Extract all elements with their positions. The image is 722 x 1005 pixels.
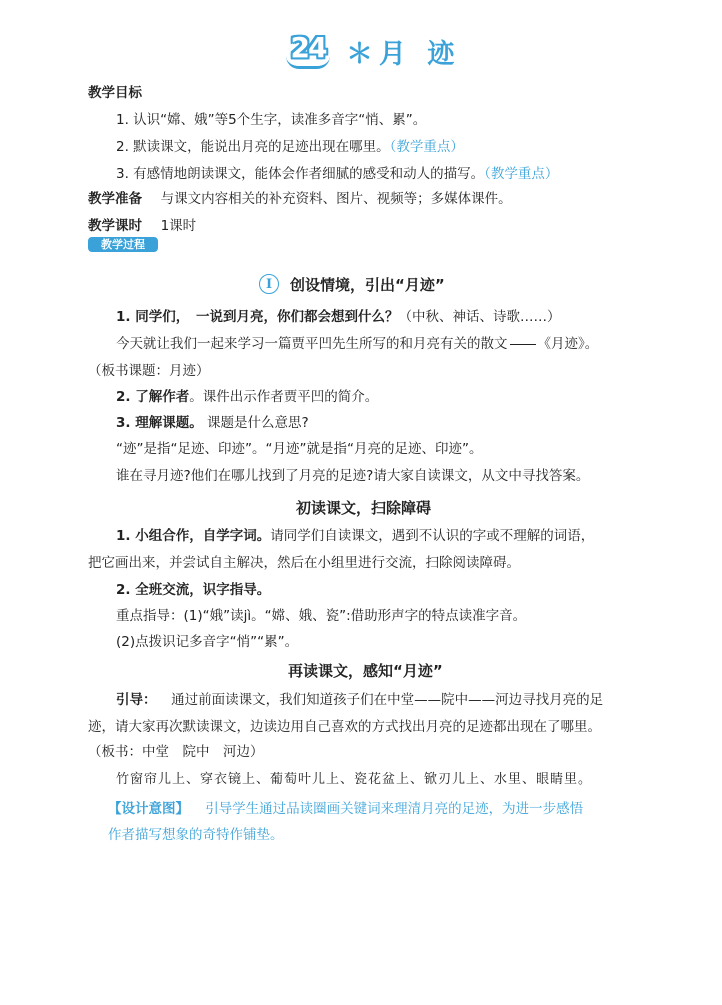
section-2-p1-cont: 把它画出来，并尝试自主解决，然后在小组里进行交流，扫除阅读障碍。 <box>88 555 520 571</box>
section-3-p1-rest: 通过前面读课文，我们知道孩子们在中堂——院中——河边寻找月亮的足 <box>171 692 604 708</box>
blank-underline <box>510 344 536 345</box>
section-1-p3: （板书课题：月迹） <box>88 363 210 379</box>
section-1-p6: “迹”是指“足迹、印迹”。“月迹”就是指“月亮的足迹、印迹”。 <box>116 441 483 457</box>
section-1-p1-bold: 1. 同学们， 一说到月亮，你们都会想到什么？ <box>116 309 399 325</box>
objective-2-text: 2. 默读课文，能说出月亮的足迹出现在哪里。 <box>116 139 390 155</box>
hours-label: 教学课时 <box>88 218 142 234</box>
objective-2-tag: （教学重点） <box>389 139 464 155</box>
section-1-p5-bold: 3. 理解课题。 <box>116 415 203 431</box>
section-1-p4-rest: 。课件出示作者贾平凹的简介。 <box>189 389 379 405</box>
section-3-p1-cont: 迹，请大家再次默读课文，边读边用自己喜欢的方式找出月亮的足迹都出现在了哪里。 <box>88 719 601 735</box>
design-intent-line-1 <box>108 797 583 817</box>
objective-3 <box>116 162 558 182</box>
page-title: ＊月 迹 <box>346 39 461 70</box>
objective-2 <box>116 135 464 155</box>
objective-3-text: 3. 有感情地朗读课文，能体会作者细腻的感受和动人的描写。 <box>116 166 485 182</box>
teaching-process-tag: 教学过程 <box>88 237 158 252</box>
design-intent-label: 【设计意图】 <box>108 801 189 817</box>
section-1-p1 <box>116 305 560 325</box>
section-1-p1-rest: （中秋、神话、诗歌……） <box>398 309 561 325</box>
section-3-title: 再读课文，感知“月迹” <box>288 662 443 680</box>
design-intent-line-2: 作者描写想象的奇特作铺垫。 <box>108 827 284 843</box>
section-1-p5-rest: 课题是什么意思? <box>207 415 309 431</box>
objectives-label: 教学目标 <box>88 85 142 101</box>
objective-1-text: 1. 认识“嫦、娥”等5个生字，读准多音字“悄、累”。 <box>116 112 427 128</box>
section-1-p7: 谁在寻月迹?他们在哪儿找到了月亮的足迹?请大家自读课文，从文中寻找答案。 <box>116 468 590 484</box>
lesson-number: 24 <box>290 31 326 64</box>
section-1-p2 <box>116 332 598 352</box>
section-2-p3: 重点指导：(1)“娥”读jì。“嫦、娥、瓷”:借助形声字的特点读准字音。 <box>116 608 527 624</box>
design-intent-text-1: 引导学生通过品读圈画关键词来理清月亮的足迹，为进一步感悟 <box>205 801 584 817</box>
section-1-p2-b: 《月迹》。 <box>537 336 599 352</box>
preparation-label: 教学准备 <box>88 191 142 207</box>
hours-text: 1课时 <box>160 218 197 234</box>
hours-row <box>88 214 196 234</box>
preparation-row <box>88 187 512 207</box>
section-2-p1-bold: 1. 小组合作，自学字词。 <box>116 528 271 544</box>
section-1-p4 <box>116 385 378 405</box>
objective-3-tag: （教学重点） <box>484 166 559 182</box>
section-3-p1-bold: 引导： <box>116 692 157 708</box>
section-3-p1 <box>116 688 603 708</box>
preparation-text: 与课文内容相关的补充资料、图片、视频等；多媒体课件。 <box>160 191 512 207</box>
badge-swoosh <box>286 56 330 69</box>
lesson-number-badge <box>288 30 328 66</box>
section-1-numeral: I <box>259 274 279 294</box>
section-2-p4: (2)点拨识记多音字“悄”“累”。 <box>116 634 299 650</box>
section-2-p1 <box>116 524 594 544</box>
section-2-p1-rest: 请同学们自读课文，遇到不认识的字或不理解的词语， <box>270 528 595 544</box>
section-3-p2: （板书：中堂 院中 河边） <box>88 744 264 760</box>
section-1-p4-bold: 2. 了解作者 <box>116 389 190 405</box>
section-1-p2-a: 今天就让我们一起来学习一篇贾平凹先生所写的和月亮有关的散文 <box>116 336 508 352</box>
section-2-title: 初读课文，扫除障碍 <box>296 499 432 517</box>
objective-1 <box>116 108 426 128</box>
section-1-p5 <box>116 411 309 431</box>
section-2-p2: 2. 全班交流，识字指导。 <box>116 582 271 598</box>
section-1-title: 创设情境，引出“月迹” <box>290 276 445 294</box>
handwritten-board-notes: 竹窗帘儿上、穿衣镜上、葡萄叶儿上、瓷花盆上、锨刃儿上、水里、眼睛里。 <box>116 772 593 787</box>
